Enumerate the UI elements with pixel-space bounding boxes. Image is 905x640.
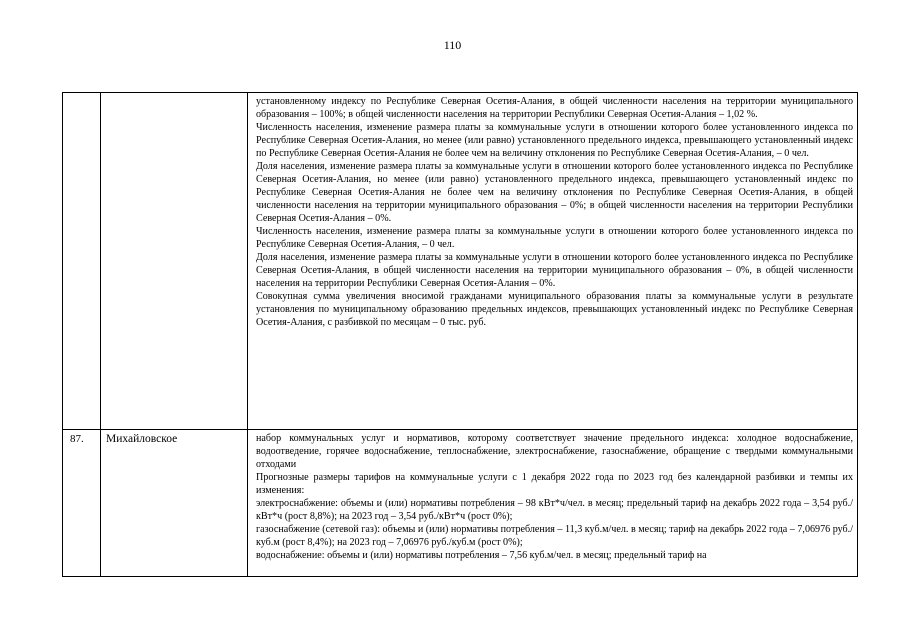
paragraph: Численность населения, изменение размера платы за коммунальные услуги в отношении которого более установленного индекса по Республике Северная Осетия-Алания, – 0 чел. xyxy=(256,226,853,250)
paragraph: Доля населения, изменение размера платы за коммунальные услуги в отношении которого более установленного индекса по Республике Северная Осетия-Алания, но менее (или равно) установленного предельного индекса, превышающего установленный индекс по Республике Северная Осетия-Алания не более чем на величину отклонения по Республике Северная Осетия-Алания, в общей численности населения на территории муниципального образования – 0%; в общей численности населения на территории Республики Северная Осетия-Алания – 0%. xyxy=(256,161,853,224)
paragraph: Прогнозные размеры тарифов на коммунальные услуги с 1 декабря 2022 года по 2023 год без календарной разбивки и темпы их изменения: xyxy=(256,472,853,496)
paragraph: Численность населения, изменение размера платы за коммунальные услуги в отношении которого более установленного индекса по Республике Северная Осетия-Алания, но менее (или равно) установленного предельного индекса, превышающего установленный индекс по Республике Северная Осетия-Алания не более чем на величину отклонения по Республике Северная Осетия-Алания, – 0 чел. xyxy=(256,122,853,159)
paragraph: газоснабжение (сетевой газ): объемы и (или) нормативы потребления – 11,3 куб.м/чел. в месяц; тариф на декабрь 2022 года – 7,06976 руб./куб.м (рост 8,4%); на 2023 год – 7,06976 руб./куб.м (рост 0%); xyxy=(256,524,853,548)
page-number: 110 xyxy=(443,38,462,52)
municipality-name-cell xyxy=(101,93,248,430)
paragraph: Доля населения, изменение размера платы за коммунальные услуги в отношении которого более установленного индекса по Республике Северная Осетия-Алания, в общей численности населения на территории муниципального образования – 0%, в общей численности населения на территории Республики Северная Осетия-Алания – 0%. xyxy=(256,252,853,289)
description-cell xyxy=(248,430,858,577)
paragraph: Совокупная сумма увеличения вносимой гражданами муниципального образования платы за коммунальные услуги в результате установления по муниципальному образованию предельных индексов, превышающих установленный индекс по Республике Северная Осетия-Алания, с разбивкой по месяцам – 0 тыс. руб. xyxy=(256,291,853,328)
municipality-name-cell: Михайловское xyxy=(101,430,248,577)
paragraph: набор коммунальных услуг и нормативов, которому соответствует значение предельного индекса: холодное водоснабжение, водоотведение, горячее водоснабжение, теплоснабжение, электроснабжение, газоснабжение, обращение с твердыми коммунальными отходами xyxy=(256,433,853,470)
paragraph: электроснабжение: объемы и (или) нормативы потребления – 98 кВт*ч/чел. в месяц; предельный тариф на декабрь 2022 года – 3,54 руб./кВт*ч (рост 8,8%); на 2023 год – 3,54 руб./кВт*ч (рост 0%); xyxy=(256,498,853,522)
table-row xyxy=(63,430,858,577)
description-cell xyxy=(248,93,858,430)
paragraph: установленному индексу по Республике Северная Осетия-Алания, в общей численности населения на территории муниципального образования – 100%; в общей численности населения на территории Республики Северная Осетия-Алания – 1,02 %. xyxy=(256,96,853,120)
paragraph: водоснабжение: объемы и (или) нормативы потребления – 7,56 куб.м/чел. в месяц; предельный тариф на xyxy=(256,550,707,561)
row-number-cell xyxy=(63,93,101,430)
row-number-cell: 87. xyxy=(63,430,101,577)
table-row xyxy=(63,93,858,430)
tariff-table xyxy=(62,92,858,577)
